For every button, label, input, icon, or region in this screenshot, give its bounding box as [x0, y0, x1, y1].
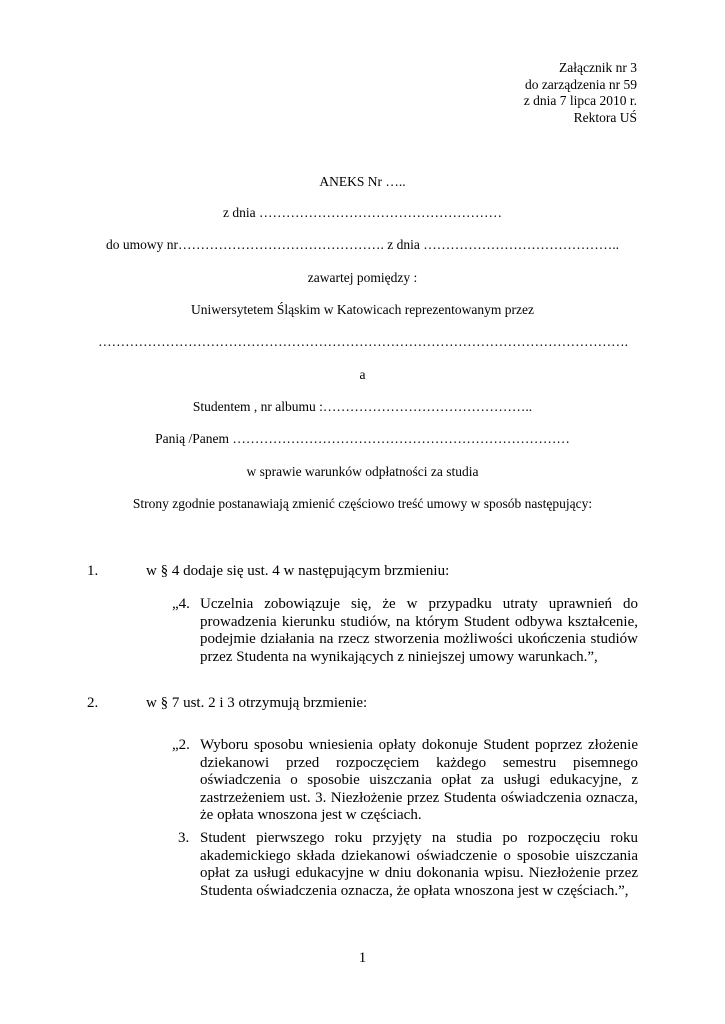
clause-text: Uczelnia zobowiązuje się, że w przypadku utraty uprawnień do prowadzenia kierunku studiów, na którym Student odbywa kształcenie, podejmie działania na rzecz stworzenia możliwości ukończenia studiów przez Studenta na wynikających z niniejszej umowy warunkach.”, — [200, 596, 638, 665]
intro-line: Strony zgodnie postanawiają zmienić częściowo treść umowy w sposób następujący: — [132, 496, 593, 511]
header-line-annex: Załącznik nr 3 — [559, 60, 637, 75]
clause-marker: „4. — [172, 596, 190, 612]
header-line-date: z dnia 7 lipca 2010 r. — [523, 93, 637, 108]
document-header — [524, 60, 637, 126]
header-line-ordinance: do zarządzenia nr 59 — [524, 76, 637, 92]
clause-marker: „2. — [172, 737, 190, 753]
university-line: Uniwersytetem Śląskim w Katowicach reprezentowanym przez — [191, 302, 534, 317]
header-line-rector: Rektora UŚ — [573, 109, 637, 125]
item-number: 2. — [87, 695, 99, 711]
clause-paragraph — [172, 737, 638, 825]
subject-line: w sprawie warunków odpłatności za studia — [246, 464, 479, 479]
date-line: z dnia ……………………………………………… — [223, 205, 502, 220]
and-line: a — [359, 367, 366, 382]
page-number: 1 — [358, 950, 367, 966]
item-lead: w § 4 dodaje się ust. 4 w następującym brzmieniu: — [146, 563, 450, 579]
clause-paragraph — [172, 596, 638, 666]
item-number: 1. — [87, 563, 99, 579]
clause-text: Student pierwszego roku przyjęty na studia po rozpoczęciu roku akademickiego składa dziekanowi oświadczenie o sposobie uiszczania opłat za usługi edukacyjne w dniu dokonania wpisu. Niezłożenie przez Studenta oświadczenia oznacza, że opłata wnoszona jest w częściach.”, — [200, 830, 638, 899]
clause-marker: 3. — [178, 830, 190, 846]
item-lead: w § 7 ust. 2 i 3 otrzymują brzmienie: — [146, 695, 368, 711]
representative-dots: ………………………………………………………………………………………………………. — [98, 334, 628, 349]
document-title: ANEKS Nr ….. — [319, 174, 406, 189]
between-line: zawartej pomiędzy : — [307, 270, 418, 285]
contract-line: do umowy nr………………………………………. z dnia …………………………………….. — [106, 237, 619, 252]
name-line: Panią /Panem ………………………………………………………………… — [155, 431, 570, 446]
clause-text: Wyboru sposobu wniesienia opłaty dokonuje Student poprzez złożenie dziekanowi przed rozpoczęciem każdego semestru pisemnego oświadczenia o sposobie uiszczania opłat za usługi edukacyjne, z zastrzeżeniem ust. 3. Niezłożenie przez Studenta oświadczenia oznacza, że opłata wnoszona jest w częściach. — [200, 737, 638, 823]
student-line: Studentem , nr albumu :……………………………………….. — [192, 399, 533, 414]
clause-paragraph — [178, 830, 638, 900]
